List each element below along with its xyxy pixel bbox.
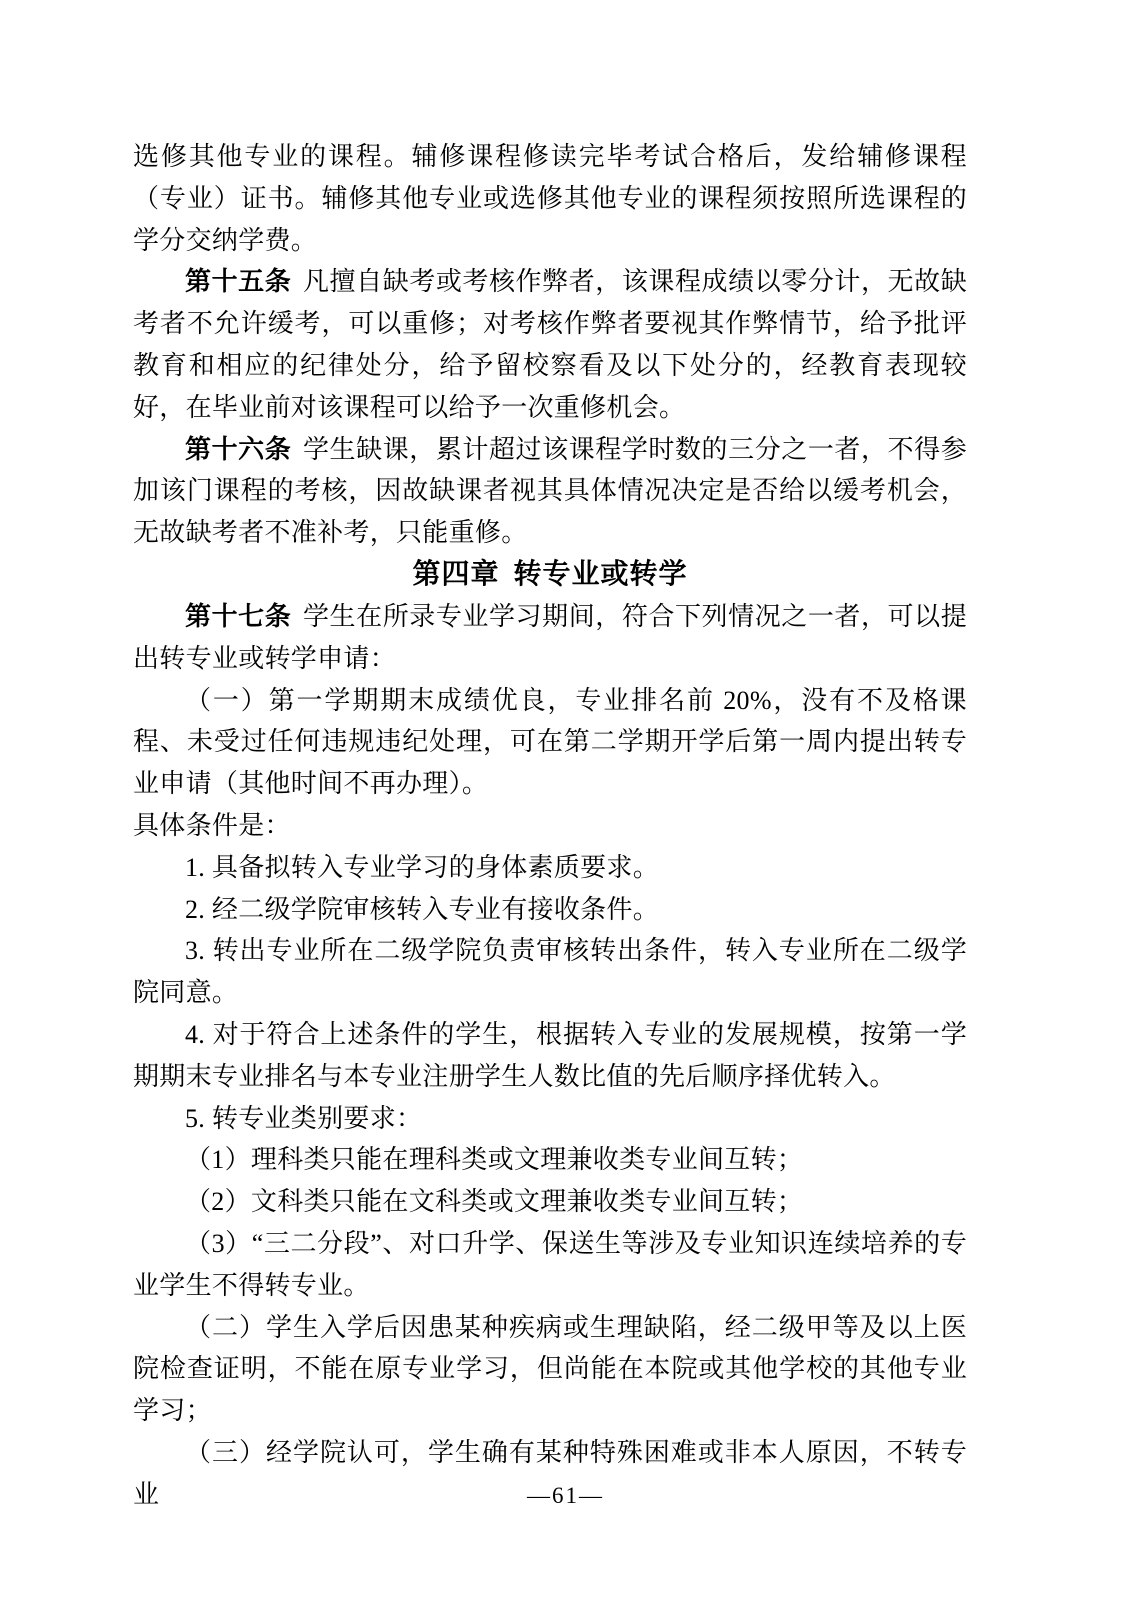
article-17-paragraph	[133, 596, 967, 680]
article-16-text: 学生缺课，累计超过该课程学时数的三分之一者，不得参加该门课程的考核，因故缺课者视其具体情况决定是否给以缓考机会，无故缺考者不准补考，只能重修。	[133, 434, 967, 548]
condition-item-3: 3. 转出专业所在二级学院负责审核转出条件，转入专业所在二级学院同意。	[133, 936, 967, 1008]
chapter-4-number: 第四章	[412, 558, 500, 590]
category-rule-2: （2）文科类只能在文科类或文理兼收类专业间互转；	[185, 1187, 804, 1217]
clause-3-paragraph: （三）经学院认可，学生确有某种特殊困难或非本人原因，不转专业	[133, 1437, 967, 1509]
clause-1-paragraph: （一）第一学期期末成绩优良，专业排名前 20%，没有不及格课程、未受过任何违规违纪处理，可在第二学期开学后第一周内提出转专业申请（其他时间不再办理）。	[133, 685, 967, 799]
category-rule-3: （3）“三二分段”、对口升学、保送生等涉及专业知识连续培养的专业学生不得转专业。	[133, 1228, 967, 1300]
category-rule-1: （1）理科类只能在理科类或文理兼收类专业间互转；	[185, 1145, 804, 1175]
conditions-intro: 具体条件是：	[133, 810, 291, 840]
article-15-text: 凡擅自缺考或考核作弊者，该课程成绩以零分计，无故缺考者不允许缓考，可以重修；对考核作弊者要视其作弊情节，给予批评教育和相应的纪律处分，给予留校察看及以下处分的，经教育表现较好，在毕业前对该课程可以给予一次重修机会。	[133, 267, 967, 422]
article-17-number: 第十七条	[185, 601, 292, 631]
article-17-text: 学生在所录专业学习期间，符合下列情况之一者，可以提出转专业或转学申请：	[133, 601, 967, 673]
article-15-number: 第十五条	[185, 267, 292, 297]
page-number-footer: —61—	[527, 1483, 604, 1508]
page-content	[133, 136, 967, 1516]
chapter-4-heading	[133, 554, 967, 596]
chapter-4-title: 转专业或转学	[513, 558, 688, 590]
article-16-paragraph	[133, 429, 967, 554]
article-16-number: 第十六条	[185, 434, 292, 464]
condition-item-4: 4. 对于符合上述条件的学生，根据转入专业的发展规模，按第一学期期末专业排名与本专业注册学生人数比值的先后顺序择优转入。	[133, 1019, 967, 1091]
article-15-paragraph	[133, 261, 967, 428]
condition-item-2: 2. 经二级学院审核转入专业有接收条件。	[185, 894, 660, 924]
condition-item-5: 5. 转专业类别要求：	[185, 1103, 423, 1133]
condition-item-1: 1. 具备拟转入专业学习的身体素质要求。	[185, 852, 660, 882]
paragraph-continuation: 选修其他专业的课程。辅修课程修读完毕考试合格后，发给辅修课程（专业）证书。辅修其他专业或选修其他专业的课程须按照所选课程的学分交纳学费。	[133, 142, 967, 255]
clause-2-paragraph: （二）学生入学后因患某种疾病或生理缺陷，经二级甲等及以上医院检查证明，不能在原专业学习，但尚能在本院或其他学校的其他专业学习；	[133, 1312, 967, 1426]
